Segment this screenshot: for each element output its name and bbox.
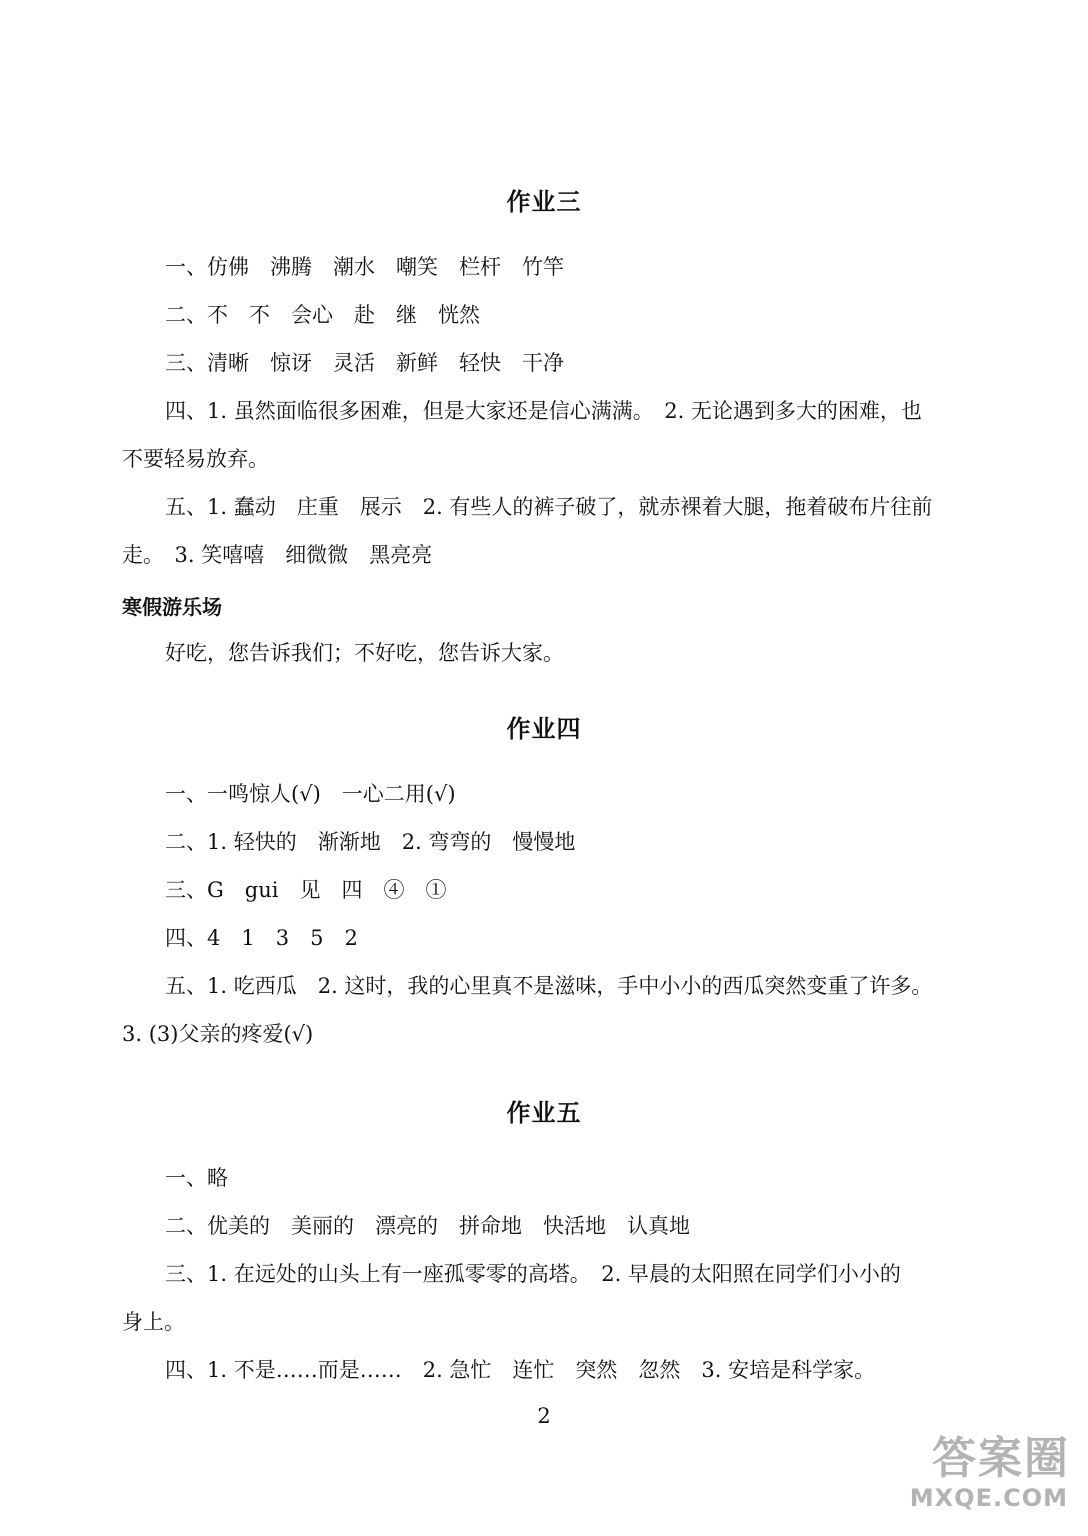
s4-line-4: 四、4 1 3 5 2 (165, 926, 358, 950)
s5-line-3b: 身上。 (122, 1310, 185, 1334)
watermark-url: MXQE.COM (909, 1484, 1068, 1512)
s3-line-4b: 不要轻易放弃。 (122, 447, 269, 471)
watermark-main-text: 答案圈 (932, 1433, 1070, 1484)
s3-line-1: 一、仿佛 沸腾 潮水 嘲笑 栏杆 竹竿 (165, 255, 564, 279)
s4-line-5b: 3. (3)父亲的疼爱(√) (122, 1022, 314, 1046)
s3-line-6: 好吃，您告诉我们；不好吃，您告诉大家。 (165, 641, 564, 665)
s4-line-3: 三、G gui 见 四 ④ ① (165, 878, 447, 902)
s5-line-1: 一、略 (165, 1166, 228, 1190)
s3-line-5a: 五、1. 蠢动 庄重 展示 2. 有些人的裤子破了，就赤裸着大腿，拖着破布片往前 (165, 495, 933, 519)
s4-line-1: 一、一鸣惊人(√) 一心二用(√) (165, 782, 456, 806)
section-4-title: 作业四 (506, 715, 582, 743)
s5-line-3a: 三、1. 在远处的山头上有一座孤零零的高塔。 2. 早晨的太阳照在同学们小小的 (165, 1262, 901, 1286)
page-number: 2 (537, 1404, 551, 1428)
s4-line-2: 二、1. 轻快的 渐渐地 2. 弯弯的 慢慢地 (165, 830, 576, 854)
watermark-logo (909, 1418, 1074, 1528)
s3-line-2: 二、不 不 会心 赴 继 恍然 (165, 303, 480, 327)
section-5-title: 作业五 (506, 1099, 582, 1127)
s3-line-5b: 走。 3. 笑嘻嘻 细微微 黑亮亮 (122, 543, 433, 567)
section-3-title: 作业三 (506, 188, 582, 216)
s5-line-4: 四、1. 不是……而是…… 2. 急忙 连忙 突然 忽然 3. 安培是科学家。 (165, 1358, 876, 1382)
s3-line-3: 三、清晰 惊讶 灵活 新鲜 轻快 干净 (165, 351, 564, 375)
s5-line-2: 二、优美的 美丽的 漂亮的 拼命地 快活地 认真地 (165, 1214, 690, 1238)
subheading-winter-playground: 寒假游乐场 (122, 595, 222, 619)
s3-line-4a: 四、1. 虽然面临很多困难，但是大家还是信心满满。 2. 无论遇到多大的困难，也 (165, 399, 922, 423)
s4-line-5a: 五、1. 吃西瓜 2. 这时，我的心里真不是滋味，手中小小的西瓜突然变重了许多。 (165, 974, 933, 998)
